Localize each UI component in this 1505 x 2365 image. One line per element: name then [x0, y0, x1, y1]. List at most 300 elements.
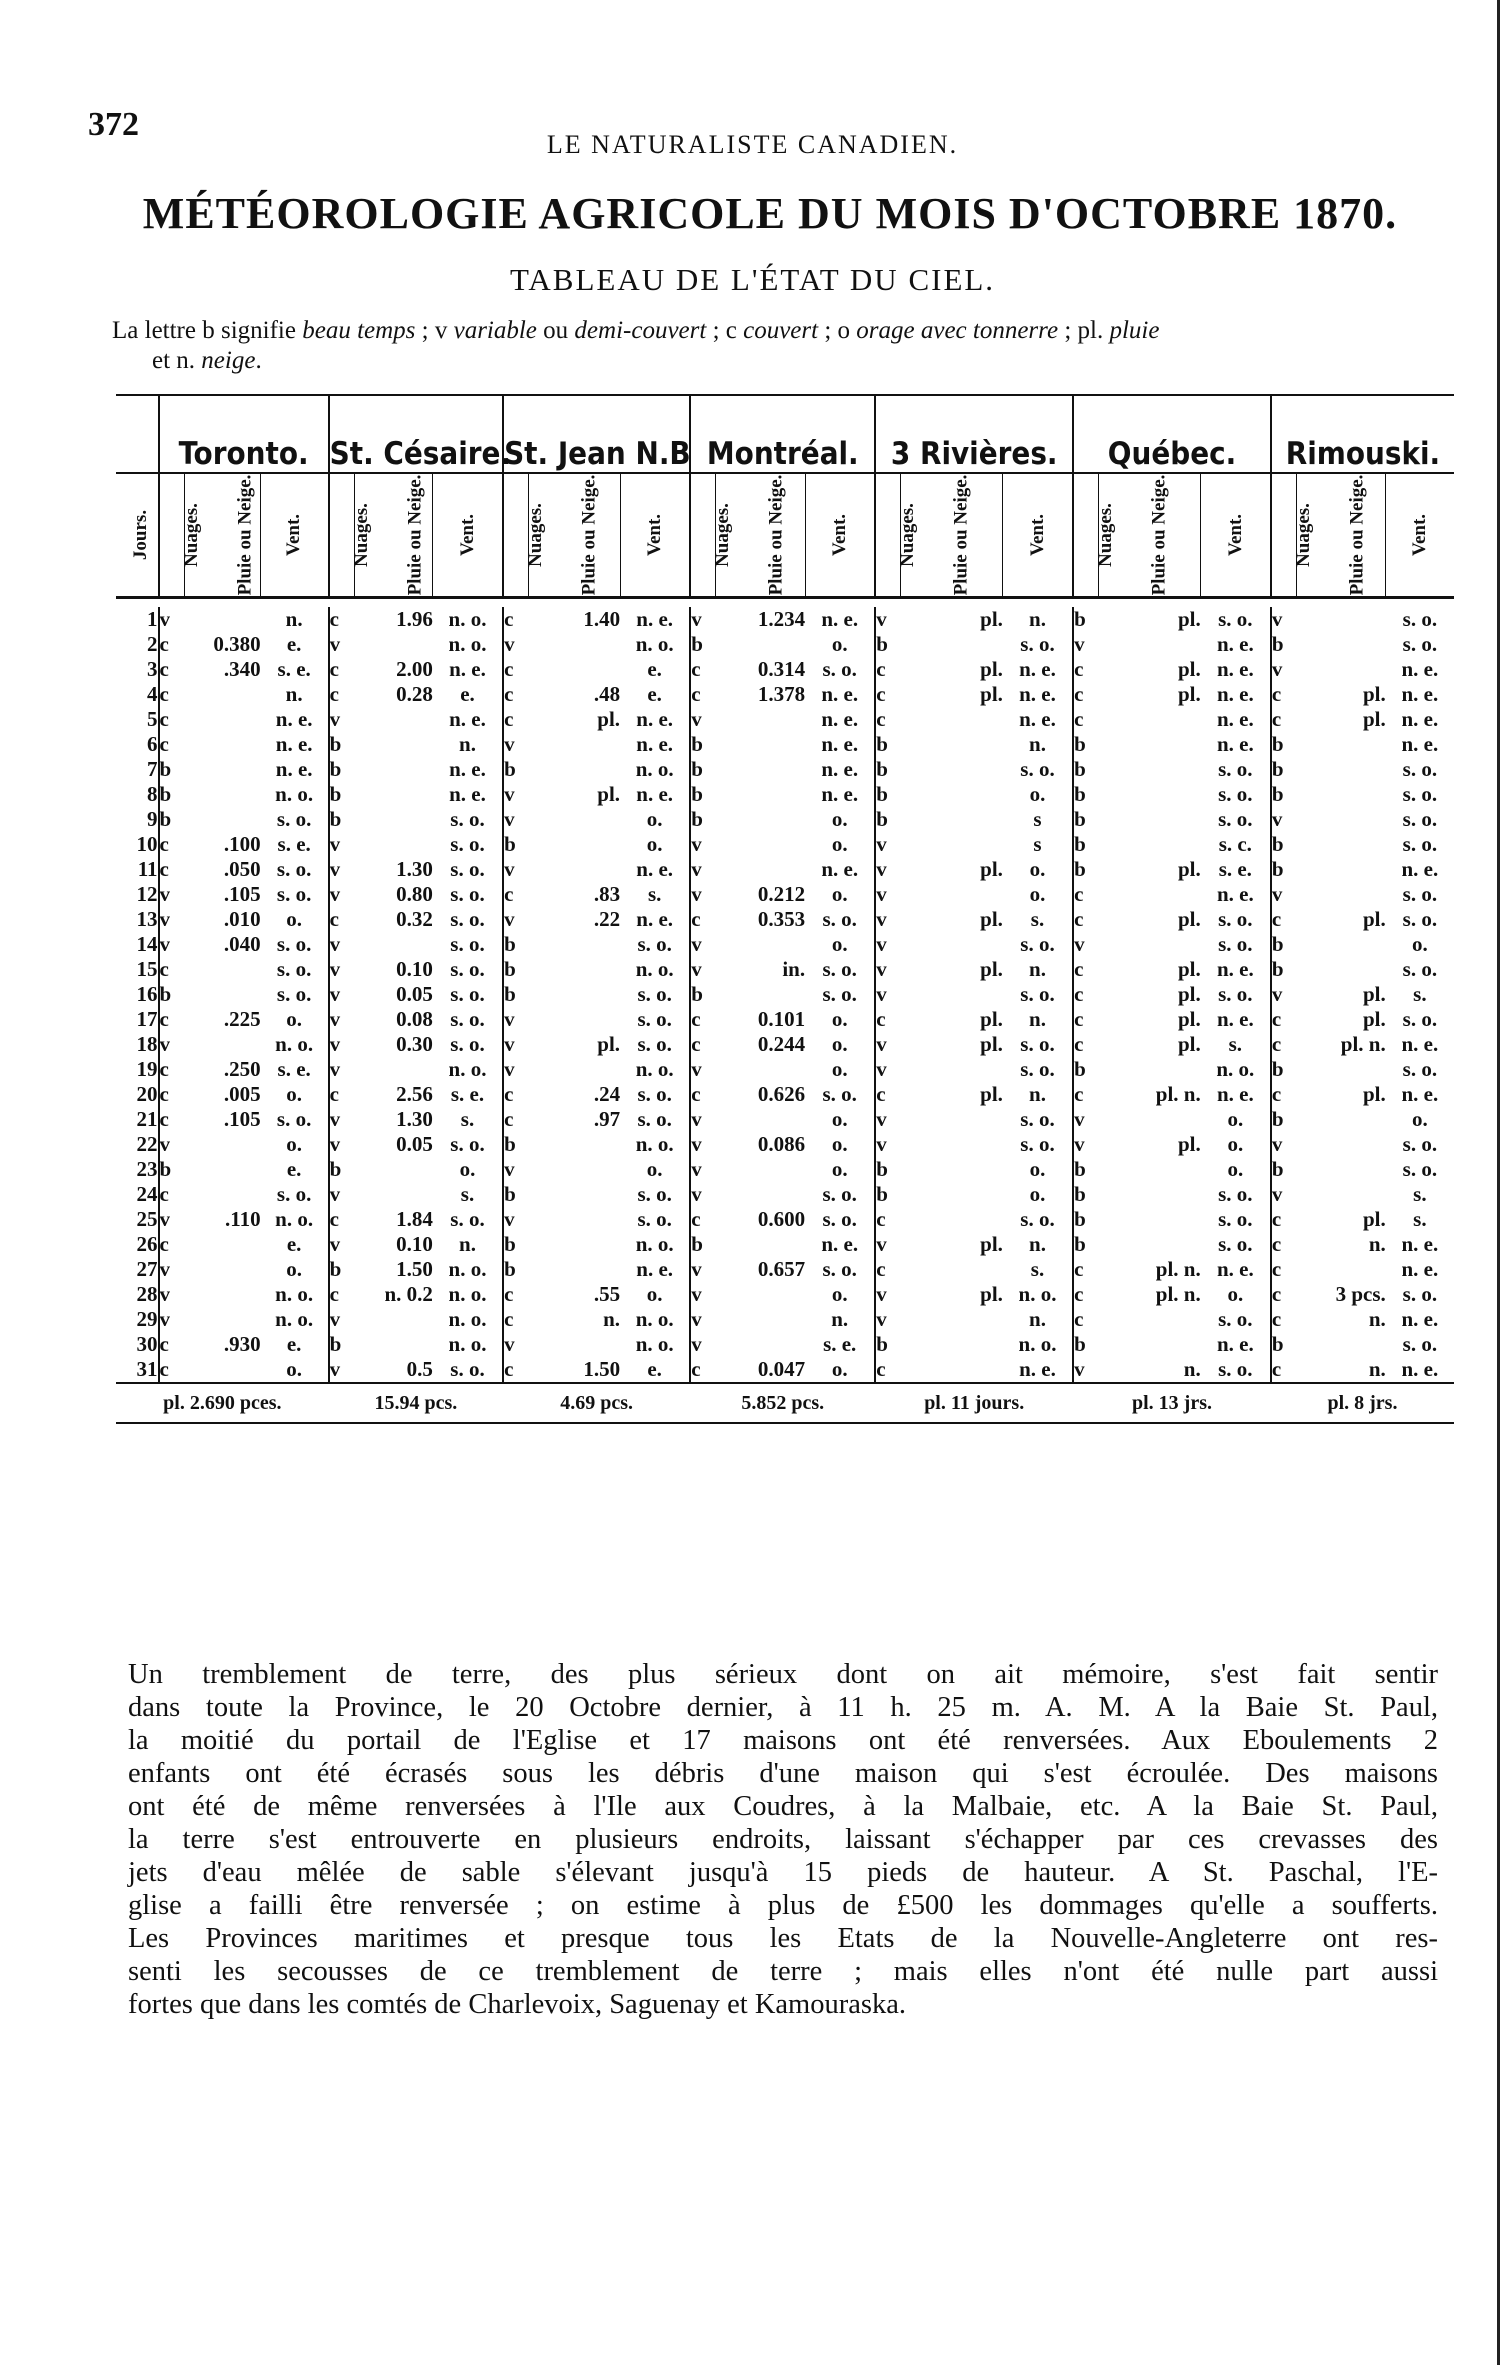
cell-vent: s. o. — [450, 907, 485, 931]
cell-pluie: pl. — [980, 682, 1003, 706]
cell-pluie — [1296, 1182, 1385, 1207]
cell-vent: s. o. — [1402, 957, 1438, 981]
cell-nuages: b — [1073, 857, 1099, 882]
cell-pluie — [1296, 857, 1385, 882]
cell-pluie — [716, 1057, 805, 1082]
cell-pluie: .105 — [223, 882, 261, 906]
cell-vent: n. e. — [636, 857, 674, 881]
cell-vent: o. — [831, 1107, 848, 1131]
spacer-cell — [116, 598, 1454, 608]
cell-pluie — [354, 632, 433, 657]
cell-nuages: c — [875, 682, 901, 707]
cell-pluie — [901, 1357, 1003, 1383]
cell-vent: n. e. — [821, 857, 859, 881]
cell-pluie — [901, 1332, 1003, 1357]
day-number: 9 — [147, 807, 158, 831]
paragraph-line: ont été de même renversées à l'Ile aux Coudres, à la Malbaie, etc. A la Baie St. Paul, — [128, 1791, 1438, 1822]
cell-nuages: c — [159, 657, 185, 682]
cell-vent: n. o. — [275, 1307, 314, 1331]
cell-pluie — [184, 982, 261, 1007]
cell-vent: n. o. — [275, 1282, 314, 1306]
col-header-nuages — [159, 473, 202, 598]
cell-nuages: v — [690, 707, 716, 732]
cell-pluie — [1296, 882, 1385, 907]
cell-pluie — [184, 957, 261, 982]
day-number: 28 — [136, 1282, 158, 1306]
cell-nuages: v — [690, 1182, 716, 1207]
cell-vent: n. o. — [635, 1232, 674, 1256]
cell-pluie — [184, 1282, 261, 1307]
day-number: 6 — [147, 732, 158, 756]
jours-header — [116, 473, 159, 598]
cell-vent: n. e. — [1401, 657, 1439, 681]
table-row — [116, 907, 1454, 932]
cell-vent: s. — [1030, 1257, 1045, 1281]
table-row — [116, 1157, 1454, 1182]
table-row — [116, 757, 1454, 782]
cell-vent: s. o. — [822, 907, 857, 931]
total-toronto: pl. 2.690 pces. — [116, 1383, 329, 1423]
cell-vent: n. e. — [1401, 1307, 1439, 1331]
cell-nuages: c — [1073, 882, 1099, 907]
cell-pluie — [1296, 732, 1385, 757]
cell-nuages: b — [1271, 1157, 1297, 1182]
cell-nuages: v — [329, 1107, 355, 1132]
day-number: 17 — [136, 1007, 158, 1031]
cell-vent: e. — [286, 1232, 302, 1256]
cell-vent: n. e. — [1019, 1357, 1056, 1381]
cell-pluie: 0.626 — [757, 1082, 806, 1106]
cell-pluie — [1296, 1057, 1385, 1082]
cell-pluie: .83 — [593, 882, 621, 906]
cell-nuages: c — [1271, 682, 1297, 707]
cell-nuages: v — [503, 907, 529, 932]
cell-nuages: c — [1271, 1032, 1297, 1057]
cell-pluie — [1296, 1157, 1385, 1182]
cell-vent: n. e. — [1401, 682, 1439, 706]
col-header-nuages — [329, 473, 372, 598]
cell-vent: o. — [286, 1357, 303, 1381]
cell-nuages: c — [1271, 1082, 1297, 1107]
cell-vent: n. — [285, 607, 303, 631]
col-header-text: Pluie ou Neige. — [233, 474, 255, 596]
cell-nuages: v — [329, 1357, 355, 1383]
cell-pluie: .105 — [223, 1107, 261, 1131]
cell-vent: n. o. — [448, 1057, 487, 1081]
cell-vent: e. — [647, 1357, 662, 1381]
cell-pluie — [901, 1132, 1003, 1157]
cell-nuages: c — [329, 1282, 355, 1307]
cell-nuages: b — [503, 1257, 529, 1282]
cell-vent: s. e. — [1218, 857, 1252, 881]
table-row — [116, 607, 1454, 632]
cell-vent: n. e. — [1216, 632, 1254, 656]
cell-pluie: pl. n. — [1155, 1082, 1201, 1106]
cell-vent: o. — [286, 1257, 303, 1281]
cell-nuages: c — [1073, 1007, 1099, 1032]
cell-vent: n. e. — [1216, 732, 1254, 756]
cell-pluie — [354, 832, 433, 857]
cell-pluie: 1.30 — [396, 1107, 433, 1131]
cell-pluie — [1296, 782, 1385, 807]
cell-nuages: b — [875, 757, 901, 782]
col-header-text: Nuages. — [1095, 503, 1117, 567]
cell-pluie: pl. — [1177, 682, 1201, 706]
cell-vent: n. e. — [1401, 1357, 1439, 1381]
table-row — [116, 707, 1454, 732]
cell-vent: n. e. — [1216, 957, 1254, 981]
cell-vent: n. o. — [635, 757, 674, 781]
cell-vent: s. o. — [1020, 632, 1055, 656]
cell-pluie: 2.56 — [396, 1082, 433, 1106]
cell-nuages: v — [329, 982, 355, 1007]
cell-nuages: c — [159, 682, 185, 707]
station-montreal: Montréal. — [690, 395, 875, 473]
cell-vent: s. c. — [1218, 832, 1252, 856]
page-number: 372 — [88, 106, 139, 143]
cell-vent: n. e. — [636, 707, 674, 731]
col-header-text: Vent. — [643, 513, 665, 557]
cell-pluie — [901, 757, 1003, 782]
cell-nuages: v — [503, 1332, 529, 1357]
cell-nuages: v — [503, 632, 529, 657]
cell-nuages: v — [1073, 1107, 1099, 1132]
cell-pluie — [529, 1207, 620, 1232]
col-header-text: Nuages. — [712, 503, 734, 567]
paragraph-line: la moitié du portail de l'Eglise et 17 maisons ont été renversées. Aux Eboulements 2 — [128, 1725, 1438, 1756]
cell-pluie — [529, 1157, 620, 1182]
cell-pluie: 2.00 — [396, 657, 433, 681]
station-rimouski: Rimouski. — [1271, 395, 1454, 473]
cell-vent: o. — [286, 907, 303, 931]
cell-pluie — [529, 657, 620, 682]
cell-nuages: v — [875, 607, 901, 632]
cell-vent: n. — [831, 1307, 849, 1331]
cell-vent: n. — [1029, 957, 1046, 981]
cell-vent: s. o. — [1402, 907, 1438, 931]
cell-vent: o. — [286, 1082, 303, 1106]
cell-vent: s. e. — [450, 1082, 485, 1106]
cell-vent: s. o. — [1218, 1207, 1253, 1231]
cell-nuages: c — [1073, 907, 1099, 932]
cell-vent: o. — [831, 1007, 848, 1031]
cell-nuages: b — [159, 782, 185, 807]
cell-pluie — [184, 1157, 261, 1182]
cell-nuages: v — [1271, 607, 1297, 632]
cell-pluie — [184, 607, 261, 632]
cell-vent: s. o. — [822, 957, 857, 981]
legend-text: et n. — [152, 347, 202, 374]
cell-vent: s. o. — [1218, 1182, 1253, 1206]
cell-nuages: c — [159, 832, 185, 857]
cell-pluie — [529, 932, 620, 957]
cell-pluie — [1296, 957, 1385, 982]
cell-nuages: b — [1073, 1057, 1099, 1082]
day-number: 18 — [136, 1032, 158, 1056]
cell-pluie: n. — [1368, 1357, 1386, 1381]
cell-vent: o. — [1412, 1107, 1428, 1131]
paragraph-line: senti les secousses de ce tremblement de terre ; mais elles n'ont été nulle part aussi — [128, 1956, 1438, 1987]
cell-pluie — [1296, 1332, 1385, 1357]
cell-nuages: b — [1271, 782, 1297, 807]
cell-nuages: v — [875, 832, 901, 857]
page-title: MÉTÉOROLOGIE AGRICOLE DU MOIS D'OCTOBRE 1870. — [142, 189, 1398, 238]
cell-nuages: c — [159, 732, 185, 757]
cell-pluie — [529, 632, 620, 657]
cell-pluie: 0.5 — [406, 1357, 433, 1381]
cell-nuages: c — [503, 1307, 529, 1332]
cell-pluie — [1099, 632, 1201, 657]
cell-nuages: b — [503, 832, 529, 857]
cell-vent: s. o. — [450, 1132, 485, 1156]
cell-pluie — [184, 732, 261, 757]
day-number: 13 — [136, 907, 158, 931]
cell-nuages: v — [690, 607, 716, 632]
day-number: 20 — [136, 1082, 158, 1106]
cell-pluie — [1296, 657, 1385, 682]
cell-nuages: v — [690, 1057, 716, 1082]
col-header-vent — [1386, 473, 1454, 598]
cell-vent: o. — [831, 1132, 848, 1156]
cell-vent: s. o. — [450, 1357, 485, 1381]
cell-pluie — [184, 1307, 261, 1332]
cell-vent: n. — [1029, 1007, 1046, 1031]
cell-vent: s. e. — [823, 1332, 857, 1356]
day-number: 4 — [147, 682, 158, 706]
legend-term: couvert — [743, 317, 819, 344]
col-header-text: Pluie ou Neige. — [950, 474, 972, 596]
cell-pluie: n. — [1368, 1232, 1386, 1256]
cell-nuages: v — [690, 857, 716, 882]
table-row — [116, 1282, 1454, 1307]
total-montreal: 5.852 pcs. — [690, 1383, 875, 1423]
cell-vent: n. e. — [1401, 732, 1439, 756]
cell-nuages: b — [159, 807, 185, 832]
cell-vent: s. o. — [450, 982, 485, 1006]
cell-vent: n. e. — [1216, 882, 1254, 906]
col-header-text: Vent. — [1409, 513, 1431, 557]
cell-nuages: v — [329, 932, 355, 957]
cell-vent: s. o. — [1218, 982, 1253, 1006]
col-header-text: Pluie ou Neige. — [404, 474, 426, 596]
cell-vent: s. o. — [637, 1007, 672, 1031]
cell-vent: s. o. — [1402, 607, 1438, 631]
cell-pluie: 0.086 — [757, 1132, 806, 1156]
cell-nuages: v — [329, 882, 355, 907]
cell-nuages: v — [875, 1282, 901, 1307]
cell-nuages: v — [503, 732, 529, 757]
cell-vent: s. o. — [450, 1032, 485, 1056]
cell-pluie: .005 — [223, 1082, 261, 1106]
cell-pluie — [184, 757, 261, 782]
cell-vent: e. — [286, 1157, 302, 1181]
page-subtitle: TABLEAU DE L'ÉTAT DU CIEL. — [509, 262, 996, 297]
cell-vent: s. o. — [1402, 1132, 1438, 1156]
col-header-text: Vent. — [456, 513, 478, 557]
cell-pluie — [354, 707, 433, 732]
cell-vent: s. o. — [822, 1082, 857, 1106]
day-number: 16 — [136, 982, 158, 1006]
cell-nuages: v — [1073, 1132, 1099, 1157]
day-number: 11 — [137, 857, 158, 881]
cell-pluie — [184, 807, 261, 832]
cell-nuages: b — [503, 1232, 529, 1257]
cell-nuages: b — [1073, 757, 1099, 782]
cell-vent: n. o. — [275, 782, 314, 806]
cell-pluie: pl. n. — [1340, 1032, 1386, 1056]
cell-vent: o. — [831, 932, 848, 956]
cell-nuages: v — [875, 1307, 901, 1332]
cell-pluie — [901, 1307, 1003, 1332]
cell-pluie: .040 — [223, 932, 261, 956]
cell-pluie: 0.600 — [757, 1207, 806, 1231]
cell-vent: o. — [286, 1007, 303, 1031]
cell-vent: n. e. — [821, 682, 859, 706]
cell-pluie: pl. — [1362, 1207, 1386, 1231]
cell-pluie: .48 — [593, 682, 621, 706]
cell-pluie — [901, 1182, 1003, 1207]
cell-pluie: 1.96 — [396, 607, 433, 631]
cell-nuages: v — [503, 1007, 529, 1032]
cell-pluie: pl. — [1362, 1007, 1386, 1031]
cell-pluie: 1.40 — [583, 607, 621, 631]
cell-nuages: c — [329, 907, 355, 932]
cell-nuages: b — [329, 782, 355, 807]
cell-pluie — [184, 1182, 261, 1207]
day-number: 24 — [136, 1182, 158, 1206]
table-row — [116, 1057, 1454, 1082]
cell-nuages: v — [329, 632, 355, 657]
cell-vent: n. e. — [449, 657, 486, 681]
cell-vent: s. o. — [276, 857, 312, 881]
cell-vent: e. — [286, 632, 302, 656]
cell-nuages: c — [159, 1107, 185, 1132]
cell-nuages: b — [503, 757, 529, 782]
cell-pluie: pl. — [980, 1232, 1003, 1256]
cell-nuages: b — [1073, 1157, 1099, 1182]
cell-vent: s. o. — [450, 932, 485, 956]
cell-pluie: pl. — [980, 907, 1003, 931]
day-number: 26 — [136, 1232, 158, 1256]
cell-pluie: 0.28 — [396, 682, 433, 706]
cell-pluie: 0.212 — [757, 882, 806, 906]
cell-nuages: c — [503, 682, 529, 707]
cell-pluie — [1296, 632, 1385, 657]
cell-pluie: .24 — [593, 1082, 621, 1106]
cell-vent: s. o. — [276, 882, 312, 906]
cell-pluie: 0.047 — [757, 1357, 806, 1381]
cell-vent: n. o. — [448, 632, 487, 656]
table-row — [116, 1107, 1454, 1132]
cell-vent: n. o. — [448, 1307, 487, 1331]
legend-term: variable — [453, 317, 537, 344]
cell-pluie — [1296, 1257, 1385, 1282]
cell-pluie: pl. n. — [1155, 1282, 1201, 1306]
col-header-vent — [1201, 473, 1271, 598]
cell-pluie: pl. — [1177, 657, 1201, 681]
cell-nuages: b — [159, 757, 185, 782]
cell-vent: o. — [831, 1157, 848, 1181]
cell-vent: n. — [1029, 607, 1046, 631]
cell-vent: s. o. — [637, 1107, 672, 1131]
cell-pluie — [716, 1307, 805, 1332]
legend-text: . — [255, 347, 262, 374]
cell-nuages: v — [159, 1132, 185, 1157]
cell-pluie — [901, 1157, 1003, 1182]
cell-vent: e. — [647, 657, 662, 681]
cell-vent: n. e. — [1401, 1082, 1439, 1106]
cell-vent: o. — [286, 1132, 303, 1156]
cell-vent: s. o. — [1218, 807, 1253, 831]
cell-pluie — [1099, 707, 1201, 732]
cell-vent: n. e. — [636, 607, 674, 631]
cell-nuages: v — [329, 957, 355, 982]
cell-nuages: v — [329, 1007, 355, 1032]
cell-vent: n. e. — [821, 1232, 859, 1256]
cell-vent: s. o. — [450, 882, 485, 906]
cell-vent: n. e. — [1216, 1082, 1254, 1106]
col-header-vent — [620, 473, 690, 598]
cell-pluie — [354, 1332, 433, 1357]
cell-pluie — [529, 857, 620, 882]
cell-pluie — [529, 1182, 620, 1207]
col-header-text: Vent. — [1026, 513, 1048, 557]
cell-nuages: b — [1271, 732, 1297, 757]
table-row — [116, 632, 1454, 657]
cell-pluie — [184, 1257, 261, 1282]
cell-pluie: .22 — [593, 907, 621, 931]
cell-nuages: c — [1271, 1307, 1297, 1332]
cell-pluie: pl. — [1177, 607, 1201, 631]
cell-vent: o. — [831, 1357, 848, 1381]
cell-vent: s. o. — [637, 1207, 672, 1231]
cell-pluie — [529, 982, 620, 1007]
day-number: 27 — [136, 1257, 158, 1281]
cell-nuages: c — [1073, 682, 1099, 707]
day-number: 10 — [136, 832, 158, 856]
cell-pluie — [1099, 782, 1201, 807]
table-row — [116, 1257, 1454, 1282]
cell-nuages: b — [875, 1182, 901, 1207]
table-row — [116, 882, 1454, 907]
cell-nuages: v — [690, 1107, 716, 1132]
paragraph-line: Un tremblement de terre, des plus sérieux dont on ait mémoire, s'est fait sentir — [128, 1659, 1438, 1690]
legend-text: ; pl. — [1058, 317, 1110, 344]
cell-vent: s. o. — [276, 932, 312, 956]
table-row — [116, 1332, 1454, 1357]
cell-pluie — [184, 1032, 261, 1057]
table-row — [116, 1132, 1454, 1157]
cell-pluie — [354, 1057, 433, 1082]
cell-vent: s. o. — [276, 1182, 312, 1206]
col-header-text: Nuages. — [525, 503, 547, 567]
cell-nuages: c — [329, 607, 355, 632]
cell-vent: s. o. — [1218, 782, 1253, 806]
cell-vent: n. e. — [821, 732, 859, 756]
cell-pluie — [901, 1257, 1003, 1282]
col-header-text: Pluie ou Neige. — [1148, 474, 1170, 596]
total-st-jean: 4.69 pcs. — [503, 1383, 690, 1423]
legend-line-1 — [112, 316, 1452, 346]
cell-vent: o. — [646, 807, 663, 831]
table-row — [116, 1032, 1454, 1057]
cell-nuages: v — [329, 832, 355, 857]
cell-nuages: c — [1073, 657, 1099, 682]
cell-pluie — [716, 1107, 805, 1132]
table-row — [116, 1007, 1454, 1032]
cell-vent: o. — [459, 1157, 476, 1181]
cell-nuages: v — [1073, 632, 1099, 657]
